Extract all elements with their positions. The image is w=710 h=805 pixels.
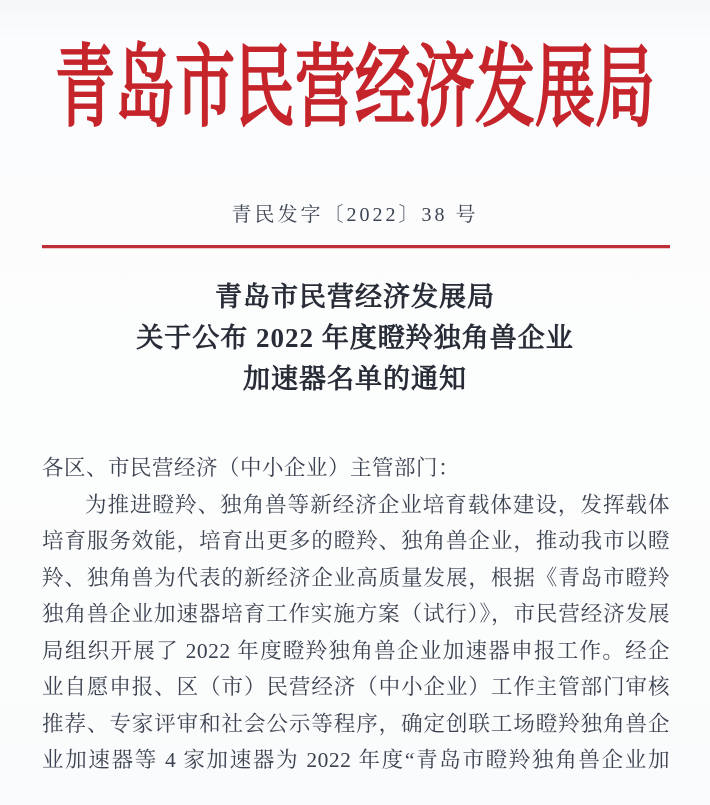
salutation-line: 各区、市民营经济（中小企业）主管部门： [42,456,461,480]
paragraph-line: 培育服务效能，培育出更多的瞪羚、独角兽企业，推动我市以瞪 [42,529,670,553]
paragraph-line: 业自愿申报、区（市）民营经济（中小企业）工作主管部门审核 [42,675,670,699]
paragraph-line: 业加速器等 4 家加速器为 2022 年度“青岛市瞪羚独角兽企业加 [42,748,670,772]
agency-red-header: 青岛市民营经济发展局 [55,38,655,138]
paragraph-line: 羚、独角兽为代表的新经济企业高质量发展，根据《青岛市瞪羚 [42,565,670,590]
document-title-line-2: 关于公布 2022 年度瞪羚独角兽企业 [136,323,574,353]
document-title-line-3: 加速器名单的通知 [243,364,467,394]
document-title-line-1: 青岛市民营经济发展局 [215,282,495,312]
document-title [0,277,710,400]
document-number: 青民发字〔2022〕38 号 [231,204,479,226]
red-divider-rule [42,245,670,248]
paragraph-line: 推荐、专家评审和社会公示等程序，确定创联工场瞪羚独角兽企 [42,711,670,736]
paragraph-line: 局组织开展了 2022 年度瞪羚独角兽企业加速器申报工作。经企 [42,638,670,663]
document-body [42,450,670,779]
paragraph-line: 独角兽企业加速器培育工作实施方案（试行）》，市民营经济发展 [42,602,670,626]
paragraph-line: 为推进瞪羚、独角兽等新经济企业培育载体建设，发挥载体 [85,492,670,517]
